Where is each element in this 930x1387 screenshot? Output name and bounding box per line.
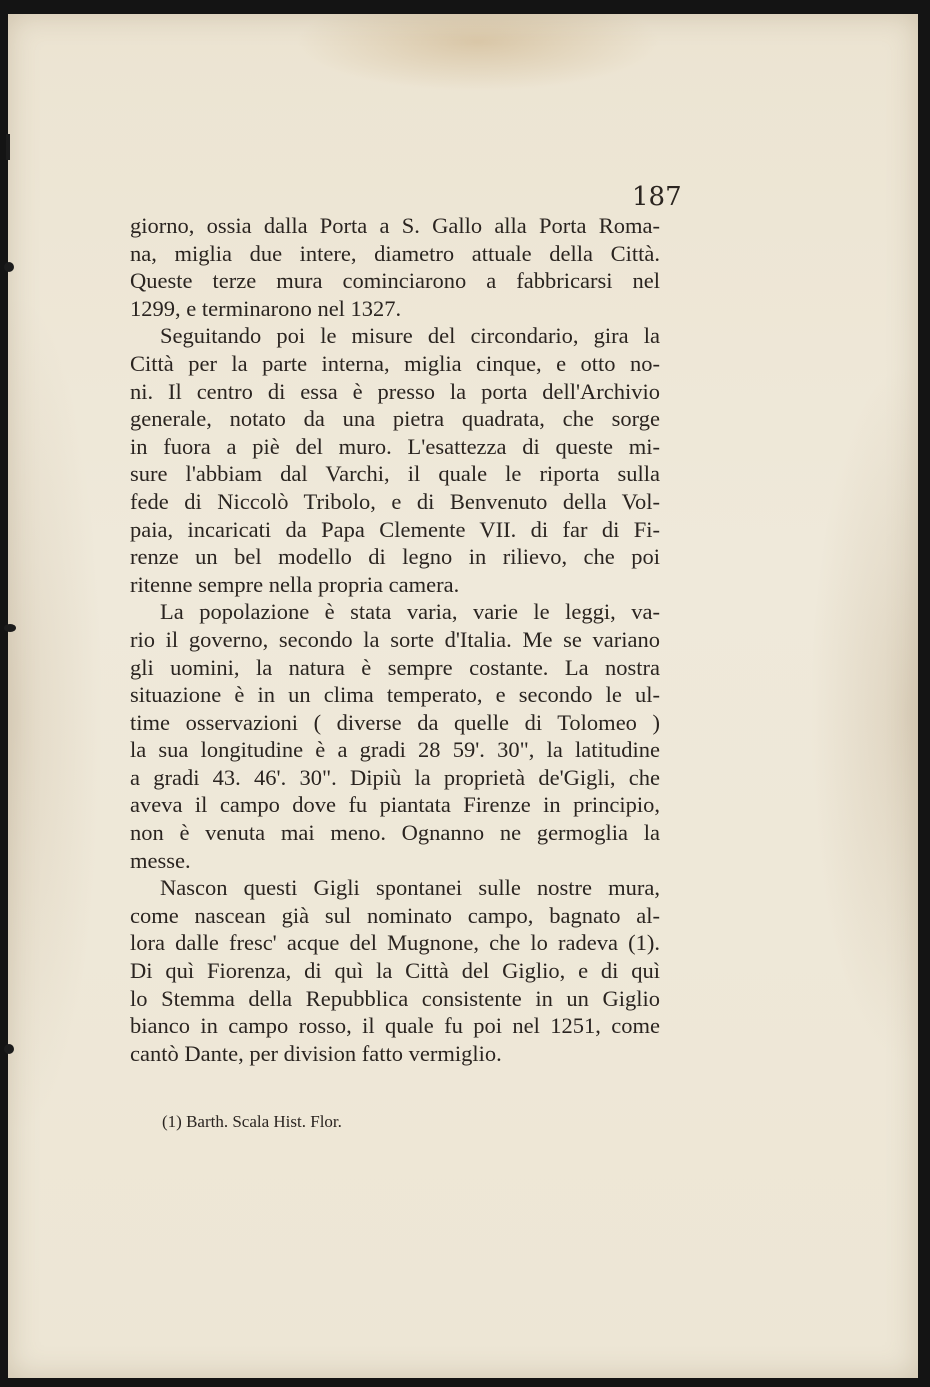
text-line: generale, notato da una pietra quadrata, che sorge xyxy=(130,406,660,432)
text-line: situazione è in un clima temperato, e secondo le ul- xyxy=(130,682,660,708)
footnote: (1) Barth. Scala Hist. Flor. xyxy=(162,1112,342,1131)
text-line: a gradi 43. 46'. 30". Dipiù la proprietà de'Gigli, che xyxy=(130,764,660,790)
text-line: Città per la parte interna, miglia cinque, e otto no- xyxy=(130,350,660,376)
text-line: cantò Dante, per division fatto vermiglio. xyxy=(130,1040,502,1066)
binding-mark xyxy=(4,1044,14,1054)
text-line: in fuora a piè del muro. L'esattezza di queste mi- xyxy=(130,433,660,459)
book-page xyxy=(8,14,918,1378)
text-line: La popolazione è stata varia, varie le leggi, va- xyxy=(160,599,660,625)
text-line: fede di Niccolò Tribolo, e di Benvenuto della Vol- xyxy=(130,488,660,514)
text-line: aveva il campo dove fu piantata Firenze in principio, xyxy=(130,792,660,818)
text-line: come nascean già sul nominato campo, bagnato al- xyxy=(130,902,660,928)
text-line: na, miglia due intere, diametro attuale della Città. xyxy=(130,240,660,266)
text-line: rio il governo, secondo la sorte d'Italia. Me se variano xyxy=(130,626,660,652)
body-text xyxy=(130,212,660,1067)
text-line: Queste terze mura cominciarono a fabbricarsi nel xyxy=(130,268,660,294)
text-line: messe. xyxy=(130,847,191,873)
page-number: 187 xyxy=(632,182,682,212)
text-line: 1299, e terminarono nel 1327. xyxy=(130,295,402,321)
text-line: giorno, ossia dalla Porta a S. Gallo alla Porta Roma- xyxy=(130,213,660,238)
text-line: Nascon questi Gigli spontanei sulle nostre mura, xyxy=(160,875,660,901)
text-line: ritenne sempre nella propria camera. xyxy=(130,571,460,597)
text-line: paia, incaricati da Papa Clemente VII. di far di Fi- xyxy=(130,516,660,542)
text-line: ni. Il centro di essa è presso la porta dell'Archivio xyxy=(130,378,660,404)
text-line: renze un bel modello di legno in rilievo, che poi xyxy=(130,544,660,570)
text-line: gli uomini, la natura è sempre costante. La nostra xyxy=(130,654,660,680)
text-line: la sua longitudine è a gradi 28 59'. 30", la latitudine xyxy=(130,737,660,763)
binding-mark xyxy=(4,624,16,632)
text-line: lo Stemma della Repubblica consistente in un Giglio xyxy=(130,985,660,1011)
text-line: sure l'abbiam dal Varchi, il quale le riporta sulla xyxy=(130,461,660,487)
binding-mark xyxy=(6,134,10,160)
text-line: lora dalle fresc' acque del Mugnone, che lo radeva (1). xyxy=(130,930,660,956)
binding-mark xyxy=(4,262,14,272)
text-line: Seguitando poi le misure del circondario, gira la xyxy=(160,323,660,349)
text-line: non è venuta mai meno. Ognanno ne germoglia la xyxy=(130,820,660,846)
text-line: Di quì Fiorenza, di quì la Città del Giglio, e di quì xyxy=(130,958,660,984)
text-line: bianco in campo rosso, il quale fu poi nel 1251, come xyxy=(130,1013,660,1039)
text-line: time osservazioni ( diverse da quelle di Tolomeo ) xyxy=(130,709,660,735)
